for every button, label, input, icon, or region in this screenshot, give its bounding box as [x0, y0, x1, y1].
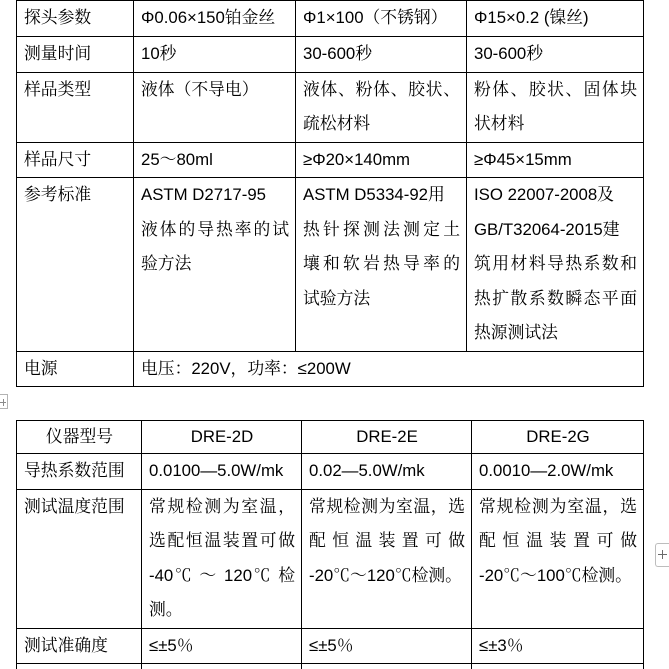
value-cell[interactable]: [302, 489, 472, 628]
value-cell[interactable]: [142, 489, 302, 628]
header-label: 仪器型号: [45, 427, 114, 446]
value-cell[interactable]: [134, 72, 296, 142]
value-cell[interactable]: [296, 72, 467, 142]
value-cell[interactable]: [134, 37, 296, 73]
spec-table: [16, 0, 644, 387]
cell-line: ISO 22007-2008及: [474, 185, 614, 204]
row-test-accuracy: [17, 628, 644, 664]
value-cell[interactable]: [472, 489, 644, 628]
value-cell[interactable]: [142, 454, 302, 490]
cell-line: 热针探测法测定土: [303, 219, 460, 239]
row-reference-standard: [17, 178, 644, 352]
value-cell[interactable]: [296, 1, 467, 37]
cell-line: ≤±3％: [479, 635, 524, 655]
cell-line: ASTM D5334-92用: [303, 185, 445, 204]
cell-line: ≤±5％: [149, 635, 194, 655]
value-cell[interactable]: [142, 664, 302, 669]
model-table: [16, 420, 644, 669]
row-measurement-time: [17, 37, 644, 73]
value-cell[interactable]: [134, 178, 296, 352]
cell-line: ASTM D2717-95: [141, 185, 266, 204]
cell-line: 0.02—5.0W/mk: [309, 461, 425, 480]
row-label: 测试准确度: [24, 635, 108, 655]
row-label-cell[interactable]: [17, 489, 142, 628]
cell-line: Φ15×0.2 (镍丝): [474, 8, 589, 27]
row-label-cell[interactable]: [17, 72, 134, 142]
value-cell[interactable]: [467, 37, 644, 73]
row-label-cell[interactable]: [17, 1, 134, 37]
add-column-button[interactable]: [655, 543, 669, 567]
value-cell[interactable]: [296, 178, 467, 352]
value-cell[interactable]: [472, 628, 644, 664]
model-name: DRE-2G: [526, 427, 590, 446]
cell-line: ≥Φ20×140mm: [303, 149, 411, 169]
row-label: 样品类型: [24, 79, 92, 99]
cell-line: 25～80ml: [141, 149, 213, 169]
row-thermal-conductivity-range: [17, 454, 644, 490]
cell-line: Φ0.06×150铂金丝: [141, 8, 276, 27]
cell-line: 液体、粉体、胶状、: [303, 79, 460, 99]
row-label: 参考标准: [24, 185, 92, 204]
cell-line: -20℃～100℃检测。: [479, 565, 632, 585]
value-cell[interactable]: [302, 628, 472, 664]
value-cell[interactable]: [467, 178, 644, 352]
cell-line: 热源测试法: [474, 323, 558, 342]
cell-line: 30-600秒: [303, 44, 373, 63]
cell-line: 电压：220V，功率：≤200W: [141, 358, 351, 378]
plus-icon: [658, 550, 668, 560]
table-move-handle-icon[interactable]: [0, 394, 8, 409]
value-cell[interactable]: [302, 664, 472, 669]
cell-line: 配恒温装置可做: [479, 531, 637, 550]
row-label: 测量时间: [24, 44, 92, 63]
value-cell[interactable]: [134, 1, 296, 37]
value-cell[interactable]: [302, 454, 472, 490]
row-sample-size: [17, 142, 644, 178]
cell-line: 常规检测为室温，选: [309, 496, 465, 516]
value-cell[interactable]: [296, 142, 467, 178]
header-cell[interactable]: [142, 421, 302, 454]
row-label-cell[interactable]: [17, 454, 142, 490]
row-probe-parameters: [17, 1, 644, 37]
cell-line: 常规检测为室温，选: [479, 496, 637, 516]
row-label: 导热系数范围: [24, 461, 125, 480]
cell-line: 验方法: [141, 254, 192, 273]
cell-line: 液体（不导电）: [141, 79, 259, 99]
cell-line: 筑用材料导热系数和: [474, 254, 637, 273]
cell-line: 试验方法: [303, 288, 371, 308]
value-cell[interactable]: [472, 664, 644, 669]
value-cell[interactable]: [472, 454, 644, 490]
row-test-temperature-range: [17, 489, 644, 628]
row-model-header: [17, 421, 644, 454]
row-label-cell[interactable]: [17, 178, 134, 352]
row-label: 测试温度范围: [24, 496, 125, 516]
value-cell[interactable]: [467, 142, 644, 178]
row-label-cell[interactable]: [17, 628, 142, 664]
cell-line: -40℃ ～ 120℃ 检: [149, 565, 295, 585]
cell-line: 常规检测为室温，: [149, 496, 295, 516]
header-cell[interactable]: [472, 421, 644, 454]
cell-line: GB/T32064-2015建: [474, 219, 620, 239]
row-cut-off: [17, 664, 644, 669]
cell-line: ≥Φ45×15mm: [474, 149, 572, 169]
cell-line: -20℃～120℃检测。: [309, 565, 462, 585]
value-cell[interactable]: [142, 628, 302, 664]
cell-line: 壤和软岩热导率的: [303, 254, 460, 273]
cell-line: 状材料: [474, 114, 525, 133]
value-cell[interactable]: [296, 37, 467, 73]
cell-line: Φ1×100（不锈钢）: [303, 8, 448, 27]
row-sample-type: [17, 72, 644, 142]
header-cell[interactable]: [302, 421, 472, 454]
cell-line: 测。: [149, 600, 183, 619]
model-name: DRE-2E: [356, 427, 418, 446]
row-label-cell[interactable]: [17, 142, 134, 178]
cell-line: 10秒: [141, 44, 177, 63]
cell-line: 0.0010—2.0W/mk: [479, 461, 614, 480]
model-name: DRE-2D: [190, 427, 254, 446]
cell-line: 疏松材料: [303, 114, 371, 133]
row-label: 样品尺寸: [24, 149, 92, 169]
cell-line: 热扩散系数瞬态平面: [474, 288, 637, 308]
cell-line: 液体的导热率的试: [141, 219, 289, 239]
value-cell[interactable]: [134, 351, 644, 387]
cell-line: 0.0100—5.0W/mk: [149, 461, 284, 480]
value-cell[interactable]: [134, 142, 296, 178]
row-label: 探头参数: [24, 8, 92, 27]
row-power-supply: [17, 351, 644, 387]
cell-line: 选配恒温装置可做: [149, 531, 295, 550]
header-cell[interactable]: [17, 421, 142, 454]
row-label-cell[interactable]: [17, 664, 142, 669]
row-label-cell[interactable]: [17, 37, 134, 73]
row-label-cell[interactable]: [17, 351, 134, 387]
cell-line: 粉体、胶状、固体块: [474, 79, 637, 99]
cell-line: 配恒温装置可做: [309, 531, 465, 550]
cell-line: 30-600秒: [474, 44, 544, 63]
value-cell[interactable]: [467, 72, 644, 142]
value-cell[interactable]: [467, 1, 644, 37]
cell-line: ≤±5％: [309, 635, 354, 655]
row-label: 电源: [24, 358, 58, 378]
